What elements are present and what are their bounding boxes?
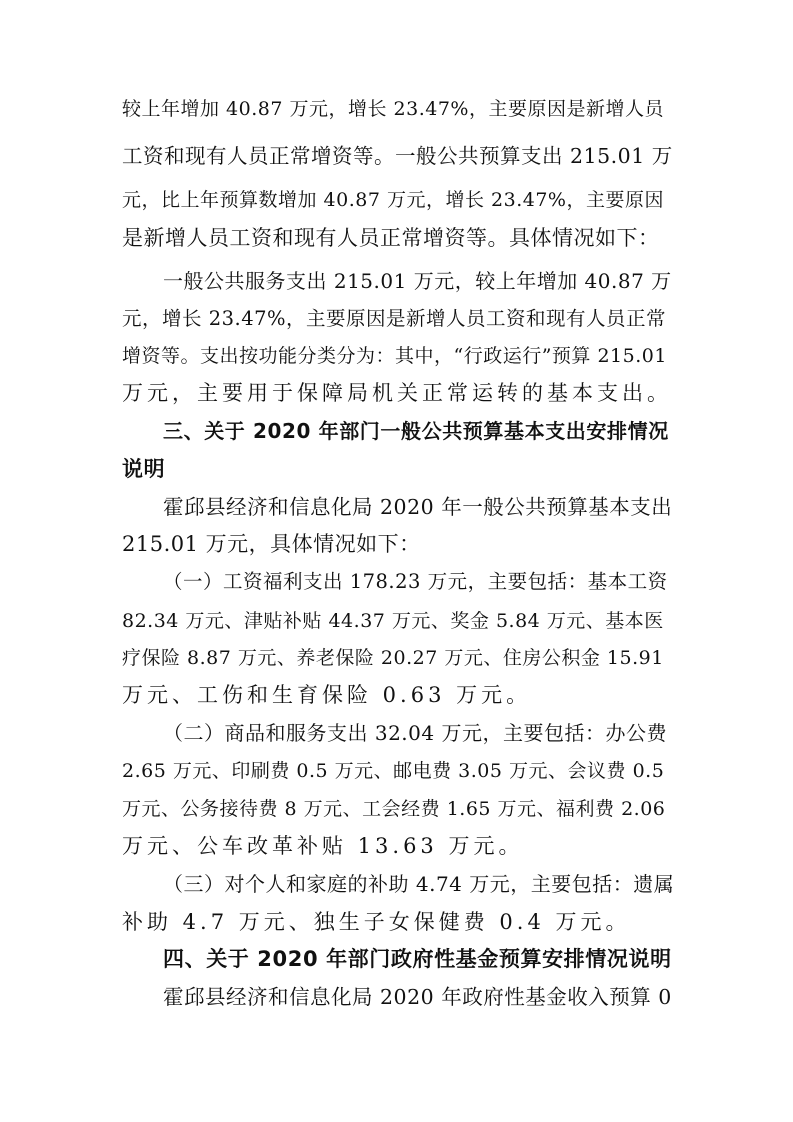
text-line: 霍邱县经济和信息化局 2020 年一般公共预算基本支出	[163, 495, 673, 519]
text-line: 是新增人员工资和现有人员正常增资等。具体情况如下：	[122, 226, 660, 250]
text-line: 工资和现有人员正常增资等。一般公共预算支出 215.01 万	[122, 144, 673, 168]
text-line: 元，比上年预算数增加 40.87 万元，增长 23.47%，主要原因	[122, 189, 664, 211]
text-line: 万元，主要用于保障局机关正常运转的基本支出。	[122, 381, 672, 405]
text-line: 疗保险 8.87 万元、养老保险 20.27 万元、住房公积金 15.91	[122, 647, 664, 669]
text-line: （一）工资福利支出 178.23 万元，主要包括：基本工资	[163, 570, 668, 593]
text-line: 万元、工伤和生育保险 0.63 万元。	[122, 683, 532, 707]
text-line: 补助 4.7 万元、独生子女保健费 0.4 万元。	[122, 910, 631, 934]
text-line: 一般公共服务支出 215.01 万元，较上年增加 40.87 万	[163, 269, 672, 293]
text-line: 82.34 万元、津贴补贴 44.37 万元、奖金 5.84 万元、基本医	[122, 610, 664, 632]
text-line: 2.65 万元、印刷费 0.5 万元、邮电费 3.05 万元、会议费 0.5	[122, 760, 665, 782]
text-line: （二）商品和服务支出 32.04 万元，主要包括：办公费	[163, 721, 667, 745]
text-line: 较上年增加 40.87 万元，增长 23.47%，主要原因是新增人员	[122, 98, 664, 120]
text-line: （三）对个人和家庭的补助 4.74 万元，主要包括：遗属	[163, 872, 675, 896]
text-line: 霍邱县经济和信息化局 2020 年政府性基金收入预算 0	[163, 985, 672, 1009]
section-heading-3-continued: 说明	[122, 457, 166, 481]
text-line: 元，增长 23.47%，主要原因是新增人员工资和现有人员正常	[122, 307, 667, 330]
text-line: 215.01 万元，具体情况如下：	[122, 532, 421, 556]
section-heading-4: 四、关于 2020 年部门政府性基金预算安排情况说明	[163, 947, 672, 971]
text-line: 增资等。支出按功能分类分为：其中，“行政运行”预算 215.01	[122, 345, 667, 367]
text-line: 万元、公车改革补贴 13.63 万元。	[122, 834, 524, 858]
text-line: 万元、公务接待费 8 万元、工会经费 1.65 万元、福利费 2.06	[122, 798, 666, 820]
section-heading-3: 三、关于 2020 年部门一般公共预算基本支出安排情况	[163, 419, 669, 443]
